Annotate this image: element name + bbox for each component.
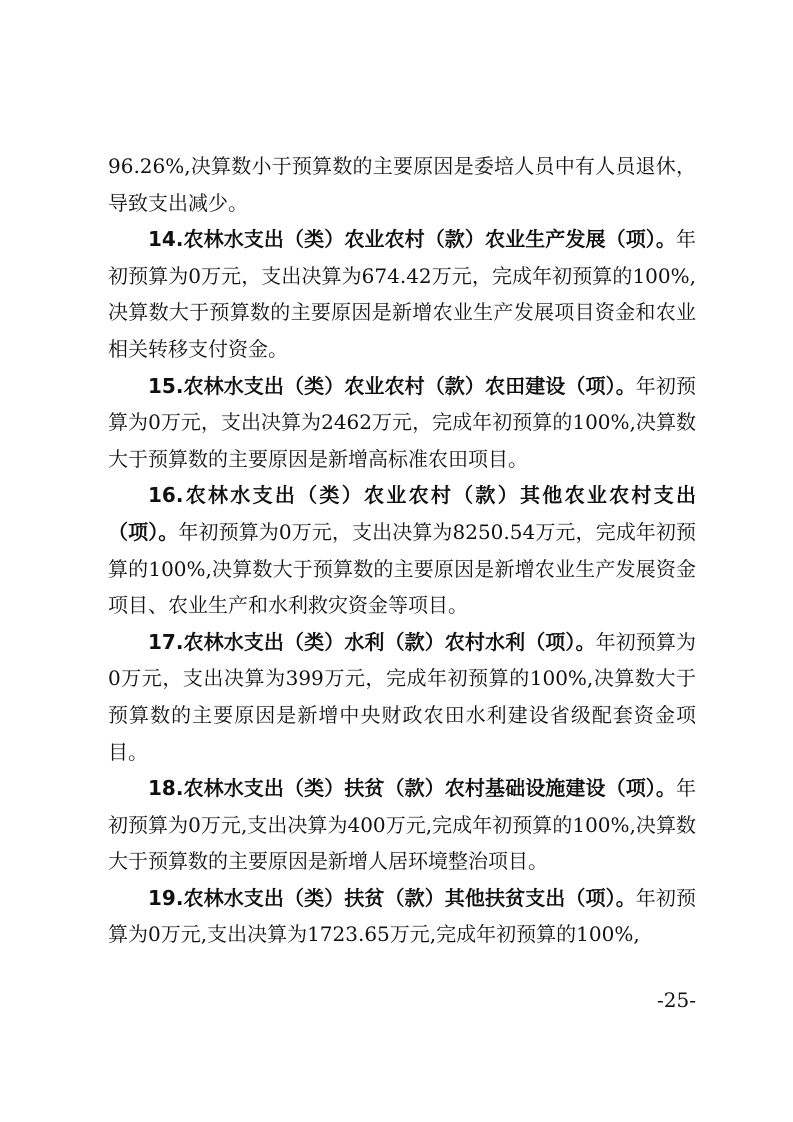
- paragraph-heading: 18.农林水支出（类）扶贫（款）农村基础设施建设（项）。: [148, 776, 676, 801]
- paragraph-heading: 14.农林水支出（类）农业农村（款）农业生产发展（项）。: [148, 227, 676, 252]
- paragraph-text: 年初预算为0万元，支出决算为8250.54万元，完成年初预算的100%,决算数大于预算数的主要原因是新增农业生产发展资金项目、农业生产和水利救灾资金等项目。: [108, 519, 697, 618]
- paragraph-text: 年初预算为0万元，支出决算为2462万元，完成年初预算的100%,决算数大于预算数的主要原因是新增高标准农田项目。: [108, 373, 696, 471]
- paragraph-text: 年初预算为0万元,支出决算为400万元,完成年初预算的100%,决算数大于预算数的主要原因是新增人居环境整治项目。: [108, 776, 696, 874]
- paragraph-heading: 16.农林水支出（类）农业农村（款）其他农业农村支出（项）。: [108, 483, 696, 544]
- paragraph-text: 96.26%,决算数小于预算数的主要原因是委培人员中有人员退休，导致支出减少。: [108, 154, 696, 215]
- paragraph-heading: 15.农林水支出（类）农业农村（款）农田建设（项）。: [148, 373, 636, 398]
- document-body: [108, 148, 696, 953]
- paragraph-heading: 17.农林水支出（类）水利（款）农村水利（项）。: [148, 629, 596, 654]
- paragraph-text: 年初预算为0万元,支出决算为1723.65万元,完成年初预算的100%,: [108, 885, 696, 947]
- paragraph-item-19: [108, 880, 696, 953]
- paragraph-item-18: [108, 770, 696, 880]
- paragraph-item-14: [108, 221, 696, 367]
- paragraph-item-16: [108, 477, 696, 623]
- paragraph-item-17: [108, 624, 696, 770]
- paragraph-text: 年初预算为0万元，支出决算为399万元，完成年初预算的100%,决算数大于预算数的主要原因是新增中央财政农田水利建设省级配套资金项目。: [108, 629, 697, 764]
- page-number: -25-: [657, 988, 696, 1012]
- paragraph-continuation: [108, 148, 696, 221]
- paragraph-heading: 19.农林水支出（类）扶贫（款）其他扶贫支出（项）。: [148, 885, 636, 910]
- paragraph-item-15: [108, 368, 696, 478]
- paragraph-text: 年初预算为0万元，支出决算为674.42万元，完成年初预算的100%,决算数大于预算数的主要原因是新增农业生产发展项目资金和农业相关转移支付资金。: [108, 227, 696, 361]
